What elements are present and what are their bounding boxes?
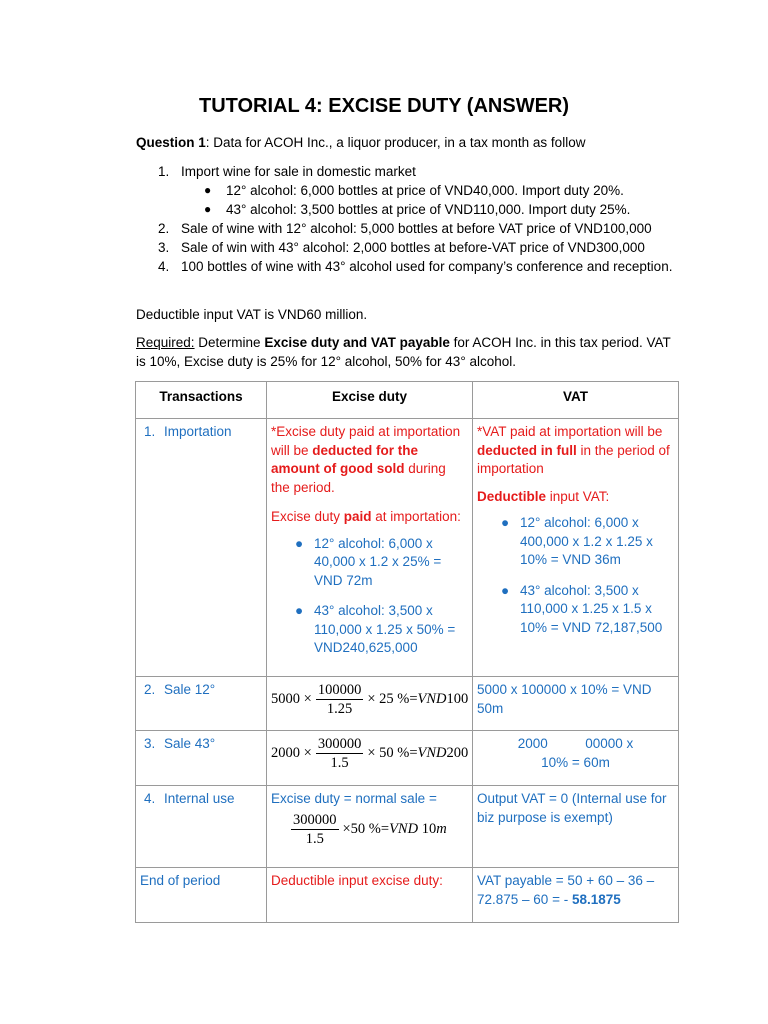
excise-formula-cell <box>267 731 473 786</box>
excise-cell: Deductible input excise duty: <box>267 868 473 923</box>
row-number: 4. <box>144 791 156 806</box>
excise-note <box>271 423 468 497</box>
numerator: 300000 <box>317 736 362 752</box>
denominator: 1.5 <box>330 755 349 771</box>
formula-part: 5000 × <box>271 690 312 707</box>
formula-part: VND <box>417 744 447 761</box>
table-row <box>136 731 679 786</box>
formula-part: × 50 %= <box>367 744 418 761</box>
row-label: Internal use <box>164 791 235 806</box>
list-text: 100 bottles of wine with 43° alcohol used for company’s conference and reception. <box>181 259 673 274</box>
row-label: Sale 12° <box>164 682 216 697</box>
excise-formula <box>271 811 468 848</box>
list-text: Sale of win with 43° alcohol: 2,000 bottles at before-VAT price of VND300,000 <box>181 240 645 255</box>
formula-part: VND <box>389 820 419 837</box>
excise-text: Excise duty = normal sale = <box>271 791 437 806</box>
header-transactions: Transactions <box>136 382 267 419</box>
vat-cell <box>473 419 679 677</box>
sub-list-item <box>136 181 696 200</box>
formula-part: 2000 × <box>271 744 312 761</box>
required-text: Determine <box>194 335 265 350</box>
vat-deductible-label <box>477 488 674 507</box>
excise-formula <box>271 681 468 718</box>
table-row <box>136 419 679 677</box>
bullet-icon: ● <box>204 183 212 197</box>
list-number: 3. <box>158 240 170 255</box>
bullet-icon: ● <box>501 515 510 530</box>
list-item <box>136 162 696 181</box>
formula-part: × 25 %= <box>367 690 418 707</box>
list-number: 4. <box>158 259 170 274</box>
formula-part: 100 <box>446 690 469 707</box>
formula-part: m <box>436 820 447 837</box>
label-bold: Deductible <box>477 488 547 504</box>
transaction-cell <box>136 786 267 868</box>
bullet-icon: ● <box>501 582 510 598</box>
list-number: 1. <box>158 164 170 179</box>
table-row <box>136 868 679 923</box>
vat-cell: 5000 x 100000 x 10% = VND 50m <box>473 677 679 731</box>
page-title: TUTORIAL 4: EXCISE DUTY (ANSWER) <box>198 95 570 117</box>
label-text: Excise duty <box>271 509 344 524</box>
question-text: : Data for ACOH Inc., a liquor producer, in a tax month as follow <box>205 135 586 150</box>
formula-part: 10 <box>421 820 437 837</box>
fraction <box>316 681 364 718</box>
transaction-cell <box>136 677 267 731</box>
sub-item-text: 43° alcohol: 3,500 bottles at price of VND110,000. Import duty 25%. <box>226 202 631 217</box>
question-intro <box>136 133 696 152</box>
transaction-cell <box>136 419 267 677</box>
required-bold: Excise duty and VAT payable <box>264 335 450 350</box>
excise-bullet <box>271 602 468 658</box>
vat-cell <box>473 731 679 786</box>
label-text: at importation: <box>371 509 461 524</box>
formula-part: ×50 %= <box>342 820 390 837</box>
list-item <box>136 257 696 276</box>
note-text: during the period. <box>271 461 446 495</box>
row-number: 1. <box>144 424 156 439</box>
excise-cell <box>267 419 473 677</box>
answer-table <box>135 381 679 923</box>
note-bold: deducted for the amount of good sold <box>271 442 419 476</box>
bullet-text: 43° alcohol: 3,500 x 110,000 x 1.25 x 1.5 x 10% = VND 72,187,500 <box>520 582 663 635</box>
table-header-row <box>136 382 679 419</box>
excise-paid-label <box>271 508 468 527</box>
row-label: Sale 43° <box>164 736 216 751</box>
formula-part: 200 <box>446 744 469 761</box>
sub-item-text: 12° alcohol: 6,000 bottles at price of VND40,000. Import duty 20%. <box>226 183 624 198</box>
vat-cell <box>473 868 679 923</box>
sub-list-item <box>136 200 696 219</box>
header-vat: VAT <box>473 382 679 419</box>
denominator: 1.25 <box>326 701 353 717</box>
list-item <box>136 238 696 257</box>
vat-note <box>477 423 674 479</box>
note-bold: deducted in full <box>477 442 577 458</box>
vat-text: VAT payable = 50 + 60 – 36 – 72.875 – 60 = - <box>477 873 655 907</box>
excise-bullet <box>271 535 468 591</box>
row-number: 3. <box>144 736 156 751</box>
numerator: 100000 <box>317 682 362 698</box>
table-row <box>136 786 679 868</box>
bullet-text: 12° alcohol: 6,000 x 40,000 x 1.2 x 25% = VND 72m <box>314 535 442 588</box>
label-bold: paid <box>343 509 372 524</box>
header-excise-duty: Excise duty <box>267 382 473 419</box>
bullet-text: 43° alcohol: 3,500 x 110,000 x 1.25 x 50% = VND240,625,000 <box>314 603 456 655</box>
bullet-icon: ● <box>295 603 304 618</box>
bullet-text: 12° alcohol: 6,000 x 400,000 x 1.2 x 1.25 x 10% = VND 36m <box>520 515 653 567</box>
question-label: Question 1 <box>136 135 206 150</box>
row-number: 2. <box>144 682 156 697</box>
list-number: 2. <box>158 221 170 236</box>
required-text: for ACOH Inc. in this tax period. VAT is 10%, Excise duty is 25% for 12° alcohol, 50% for 43° alcohol. <box>136 335 671 369</box>
formula-part: VND <box>417 690 447 707</box>
excise-formula-cell <box>267 677 473 731</box>
numerator: 300000 <box>293 811 337 828</box>
data-list <box>136 162 696 276</box>
vat-result: 58.1875 <box>571 891 621 907</box>
table-row <box>136 677 679 731</box>
fraction <box>291 811 339 848</box>
list-item <box>136 219 696 238</box>
transaction-cell: End of period <box>136 868 267 923</box>
vat-bullet <box>477 514 674 570</box>
vat-cell: Output VAT = 0 (Internal use for biz purpose is exempt) <box>473 786 679 868</box>
deductible-vat-line: Deductible input VAT is VND60 million. <box>136 307 368 322</box>
label-text: input VAT: <box>546 488 610 504</box>
list-text: Sale of wine with 12° alcohol: 5,000 bottles at before VAT price of VND100,000 <box>181 221 652 236</box>
row-label: Importation <box>164 424 232 439</box>
list-text: Import wine for sale in domestic market <box>181 164 416 179</box>
fraction <box>316 735 364 772</box>
required-label: Required: <box>136 335 195 350</box>
note-text: *VAT paid at importation will be <box>477 424 663 439</box>
vat-line: 10% = 60m <box>541 754 610 770</box>
excise-formula <box>271 735 468 772</box>
excise-cell <box>267 786 473 868</box>
note-text: in the period of importation <box>477 442 670 476</box>
bullet-icon: ● <box>295 535 304 551</box>
vat-bullet <box>477 582 674 638</box>
note-text: *Excise duty paid at importation will be <box>271 424 461 458</box>
bullet-icon: ● <box>204 202 212 216</box>
denominator: 1.5 <box>305 830 324 847</box>
transaction-cell <box>136 731 267 786</box>
vat-line: 2000 00000 x <box>517 736 634 751</box>
required-paragraph <box>136 333 681 371</box>
